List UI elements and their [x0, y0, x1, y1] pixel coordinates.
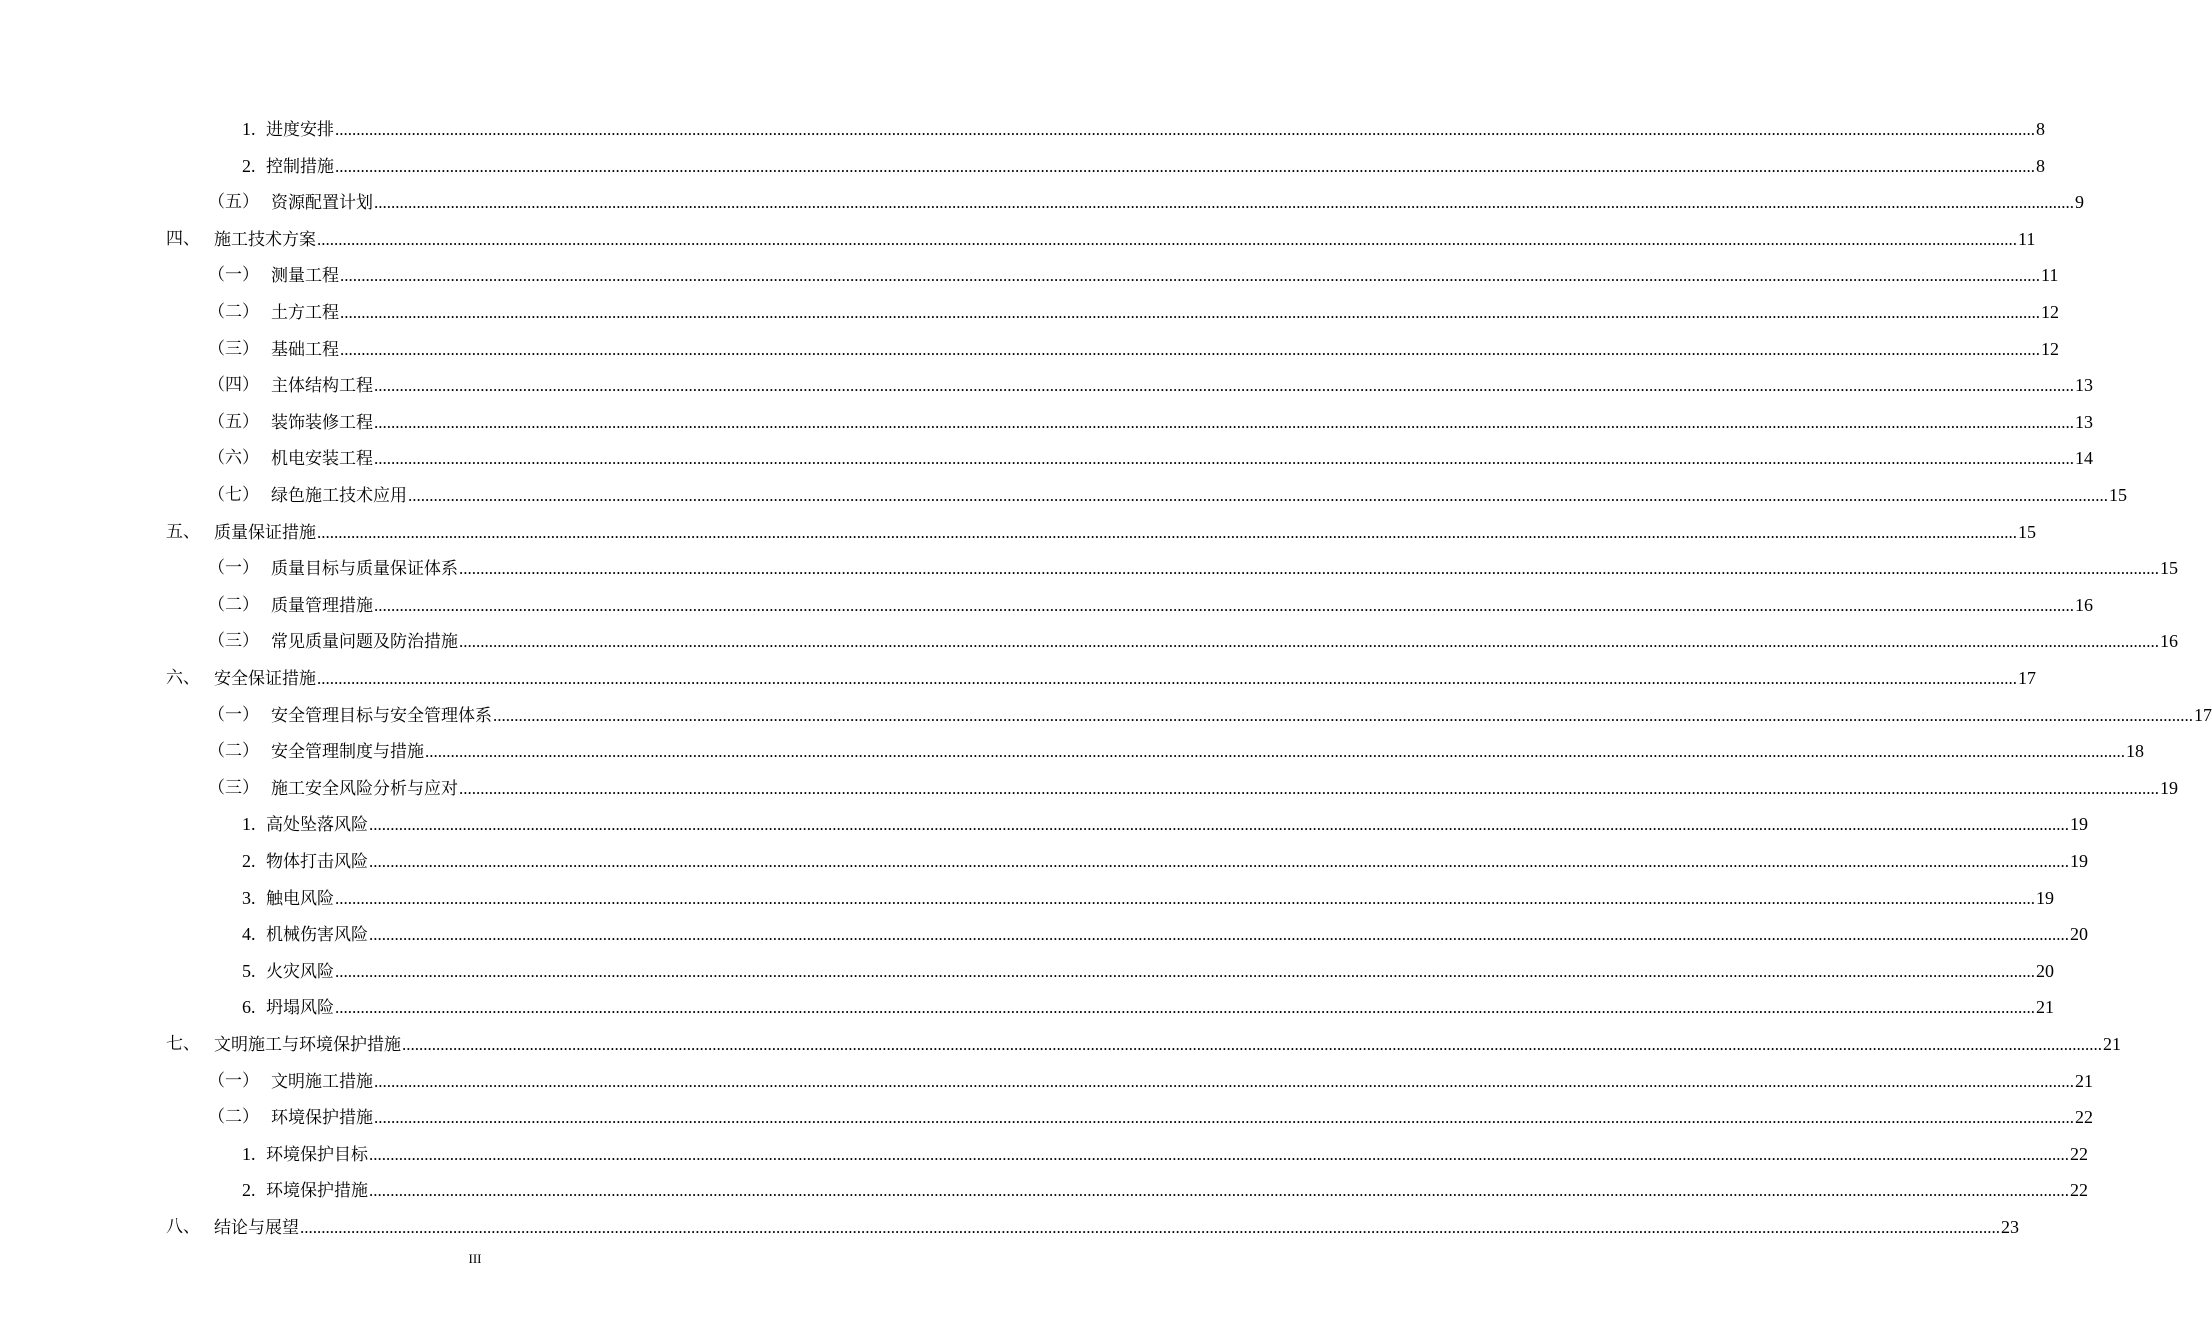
toc-entry-number: 5.	[242, 961, 256, 981]
toc-dot-leader: ................................................................................................................................................................................................................................................................................................................................................................................................................	[402, 1035, 2102, 1054]
toc-entry-page: 16	[2075, 595, 2093, 615]
toc-dot-leader: ................................................................................................................................................................................................................................................................................................................................................................................................................	[317, 523, 2017, 542]
toc-dot-leader: ................................................................................................................................................................................................................................................................................................................................................................................................................	[340, 266, 2040, 285]
toc-entry-page: 8	[2036, 156, 2045, 176]
toc-entry-title: 安全管理目标与安全管理体系	[271, 706, 492, 726]
toc-dot-leader: ................................................................................................................................................................................................................................................................................................................................................................................................................	[369, 1181, 2069, 1200]
toc-entry-title: 环境保护措施	[266, 1181, 368, 1201]
toc-entry-title: 绿色施工技术应用	[271, 486, 407, 506]
toc-entry-line	[266, 886, 2054, 911]
toc-entry-title: 质量目标与质量保证体系	[271, 559, 458, 579]
toc-entry-line	[271, 337, 2059, 362]
toc-dot-leader: ................................................................................................................................................................................................................................................................................................................................................................................................................	[459, 559, 2159, 578]
toc-dot-leader: ................................................................................................................................................................................................................................................................................................................................................................................................................	[335, 998, 2035, 1017]
toc-entry-line	[271, 446, 2093, 471]
toc-entry-page: 19	[2070, 814, 2088, 834]
toc-entry[interactable]	[0, 1032, 2121, 1056]
toc-entry[interactable]	[0, 300, 2059, 324]
toc-entry-number: 1.	[242, 1144, 256, 1164]
toc-entry[interactable]	[0, 190, 2084, 214]
toc-dot-leader: ................................................................................................................................................................................................................................................................................................................................................................................................................	[340, 303, 2040, 322]
toc-entry[interactable]	[0, 886, 2054, 910]
toc-dot-leader: ................................................................................................................................................................................................................................................................................................................................................................................................................	[493, 706, 2193, 725]
toc-entry[interactable]	[0, 117, 2045, 141]
toc-entry-title: 施工技术方案	[214, 230, 316, 250]
toc-entry-line	[266, 922, 2088, 947]
toc-entry-number: （三）	[208, 778, 259, 798]
toc-entry-number: （二）	[208, 302, 259, 322]
toc-entry-line	[271, 739, 2144, 764]
toc-dot-leader: ................................................................................................................................................................................................................................................................................................................................................................................................................	[340, 340, 2040, 359]
toc-entry-title: 土方工程	[271, 303, 339, 323]
toc-dot-leader: ................................................................................................................................................................................................................................................................................................................................................................................................................	[374, 376, 2074, 395]
toc-dot-leader: ................................................................................................................................................................................................................................................................................................................................................................................................................	[369, 852, 2069, 871]
toc-entry-page: 11	[2018, 229, 2036, 249]
toc-entry-number: 3.	[242, 888, 256, 908]
toc-entry-number: 1.	[242, 814, 256, 834]
toc-entry[interactable]	[0, 263, 2059, 287]
toc-entry-number: （七）	[208, 485, 259, 505]
toc-dot-leader: ................................................................................................................................................................................................................................................................................................................................................................................................................	[335, 120, 2035, 139]
toc-entry-title: 质量保证措施	[214, 523, 316, 543]
toc-entry-line	[266, 995, 2054, 1020]
toc-entry-page: 14	[2075, 448, 2093, 468]
toc-entry-number: （三）	[208, 339, 259, 359]
toc-entry-title: 坍塌风险	[266, 998, 334, 1018]
toc-dot-leader: ................................................................................................................................................................................................................................................................................................................................................................................................................	[335, 889, 2035, 908]
toc-entry-title: 安全管理制度与措施	[271, 742, 424, 762]
toc-entry-number: （一）	[208, 558, 259, 578]
toc-entry-page: 12	[2041, 302, 2059, 322]
toc-entry-title: 进度安排	[266, 120, 334, 140]
toc-entry-page: 9	[2075, 192, 2084, 212]
toc-entry-page: 18	[2126, 741, 2144, 761]
toc-entry[interactable]	[0, 446, 2093, 470]
toc-entry-page: 22	[2070, 1144, 2088, 1164]
toc-entry-line	[266, 959, 2054, 984]
toc-entry[interactable]	[0, 154, 2045, 178]
toc-entry-page: 21	[2075, 1071, 2093, 1091]
toc-entry-number: 2.	[242, 1180, 256, 1200]
toc-entry[interactable]	[0, 337, 2059, 361]
toc-entry-title: 环境保护措施	[271, 1108, 373, 1128]
toc-entry-number: （一）	[208, 265, 259, 285]
toc-entry-line	[271, 593, 2093, 618]
toc-entry[interactable]	[0, 995, 2054, 1019]
toc-entry-page: 12	[2041, 339, 2059, 359]
toc-entry[interactable]	[0, 227, 2036, 251]
toc-entry-page: 21	[2103, 1034, 2121, 1054]
toc-dot-leader: ................................................................................................................................................................................................................................................................................................................................................................................................................	[374, 1072, 2074, 1091]
toc-entry-line	[271, 410, 2093, 435]
toc-entry-number: （一）	[208, 1071, 259, 1091]
toc-dot-leader: ................................................................................................................................................................................................................................................................................................................................................................................................................	[335, 962, 2035, 981]
toc-dot-leader: ................................................................................................................................................................................................................................................................................................................................................................................................................	[374, 193, 2074, 212]
toc-entry-number: 五、	[166, 522, 200, 542]
toc-dot-leader: ................................................................................................................................................................................................................................................................................................................................................................................................................	[459, 632, 2159, 651]
toc-entry-number: （三）	[208, 631, 259, 651]
toc-entry-line	[271, 263, 2059, 288]
toc-entry-title: 资源配置计划	[271, 193, 373, 213]
toc-entry-number: 1.	[242, 119, 256, 139]
toc-entry[interactable]	[0, 1142, 2088, 1166]
toc-dot-leader: ................................................................................................................................................................................................................................................................................................................................................................................................................	[317, 669, 2017, 688]
toc-entry-line	[266, 1142, 2088, 1167]
toc-entry-title: 机电安装工程	[271, 449, 373, 469]
toc-dot-leader: ................................................................................................................................................................................................................................................................................................................................................................................................................	[374, 596, 2074, 615]
toc-entry-line	[266, 154, 2045, 179]
toc-entry-title: 高处坠落风险	[266, 815, 368, 835]
toc-dot-leader: ................................................................................................................................................................................................................................................................................................................................................................................................................	[369, 1145, 2069, 1164]
toc-entry-page: 22	[2070, 1180, 2088, 1200]
toc-entry-page: 16	[2160, 631, 2178, 651]
toc-entry[interactable]	[0, 1215, 2019, 1239]
toc-entry-title: 装饰装修工程	[271, 413, 373, 433]
toc-dot-leader: ................................................................................................................................................................................................................................................................................................................................................................................................................	[374, 1108, 2074, 1127]
toc-entry-title: 安全保证措施	[214, 669, 316, 689]
toc-entry-number: （一）	[208, 705, 259, 725]
toc-entry-line	[214, 1032, 2121, 1057]
toc-entry[interactable]	[0, 629, 2178, 653]
toc-entry-page: 21	[2036, 997, 2054, 1017]
toc-entry[interactable]	[0, 959, 2054, 983]
toc-entry-title: 物体打击风险	[266, 852, 368, 872]
toc-entry[interactable]	[0, 410, 2093, 434]
toc-entry-page: 22	[2075, 1107, 2093, 1127]
toc-entry-line	[271, 1069, 2093, 1094]
toc-entry[interactable]	[0, 776, 2178, 800]
toc-entry-title: 主体结构工程	[271, 376, 373, 396]
toc-entry-number: 2.	[242, 851, 256, 871]
toc-entry-page: 13	[2075, 375, 2093, 395]
toc-entry-number: （五）	[208, 192, 259, 212]
toc-entry-number: （二）	[208, 741, 259, 761]
toc-entry-title: 测量工程	[271, 266, 339, 286]
toc-dot-leader: ................................................................................................................................................................................................................................................................................................................................................................................................................	[300, 1218, 2000, 1237]
toc-entry-page: 15	[2109, 485, 2127, 505]
toc-dot-leader: ................................................................................................................................................................................................................................................................................................................................................................................................................	[374, 449, 2074, 468]
toc-entry[interactable]	[0, 849, 2088, 873]
toc-entry-line	[271, 776, 2178, 801]
toc-entry-title: 触电风险	[266, 889, 334, 909]
toc-entry-page: 15	[2018, 522, 2036, 542]
toc-dot-leader: ................................................................................................................................................................................................................................................................................................................................................................................................................	[369, 925, 2069, 944]
toc-entry-page: 19	[2070, 851, 2088, 871]
toc-entry-number: （六）	[208, 448, 259, 468]
toc-entry-page: 17	[2018, 668, 2036, 688]
toc-entry[interactable]	[0, 556, 2178, 580]
toc-entry-page: 17	[2194, 705, 2212, 725]
toc-entry-number: （二）	[208, 1107, 259, 1127]
toc-entry-line	[214, 520, 2036, 545]
toc-entry-number: （四）	[208, 375, 259, 395]
toc-entry-title: 文明施工与环境保护措施	[214, 1035, 401, 1055]
toc-entry[interactable]	[0, 373, 2093, 397]
toc-entry-title: 火灾风险	[266, 962, 334, 982]
toc-entry-number: 七、	[166, 1034, 200, 1054]
toc-entry[interactable]	[0, 483, 2127, 507]
toc-entry-line	[266, 812, 2088, 837]
toc-entry-title: 施工安全风险分析与应对	[271, 779, 458, 799]
toc-entry-line	[271, 373, 2093, 398]
toc-entry-line	[271, 629, 2178, 654]
toc-entry[interactable]	[0, 703, 2212, 727]
toc-entry-page: 13	[2075, 412, 2093, 432]
toc-entry-number: 八、	[166, 1217, 200, 1237]
toc-dot-leader: ................................................................................................................................................................................................................................................................................................................................................................................................................	[317, 230, 2017, 249]
toc-entry-line	[214, 1215, 2019, 1240]
toc-entry-page: 11	[2041, 265, 2059, 285]
toc-entry-page: 8	[2036, 119, 2045, 139]
toc-entry-title: 质量管理措施	[271, 596, 373, 616]
toc-entry-number: （二）	[208, 595, 259, 615]
toc-entry-title: 基础工程	[271, 340, 339, 360]
toc-dot-leader: ................................................................................................................................................................................................................................................................................................................................................................................................................	[369, 815, 2069, 834]
toc-entry-page: 19	[2036, 888, 2054, 908]
toc-entry-page: 23	[2001, 1217, 2019, 1237]
toc-entry-page: 20	[2036, 961, 2054, 981]
toc-entry-line	[266, 1178, 2088, 1203]
toc-dot-leader: ................................................................................................................................................................................................................................................................................................................................................................................................................	[335, 157, 2035, 176]
toc-entry[interactable]	[0, 666, 2036, 690]
toc-entry-number: 四、	[166, 229, 200, 249]
toc-entry-line	[271, 703, 2212, 728]
toc-entry-line	[271, 1105, 2093, 1130]
toc-entry-page: 20	[2070, 924, 2088, 944]
toc-entry-number: 6.	[242, 997, 256, 1017]
toc-entry-line	[266, 117, 2045, 142]
toc-entry-number: 六、	[166, 668, 200, 688]
toc-entry-line	[271, 483, 2127, 508]
toc-entry[interactable]	[0, 1178, 2088, 1202]
toc-entry-line	[271, 556, 2178, 581]
toc-entry-number: 4.	[242, 924, 256, 944]
toc-dot-leader: ................................................................................................................................................................................................................................................................................................................................................................................................................	[425, 742, 2125, 761]
toc-dot-leader: ................................................................................................................................................................................................................................................................................................................................................................................................................	[408, 486, 2108, 505]
toc-dot-leader: ................................................................................................................................................................................................................................................................................................................................................................................................................	[374, 413, 2074, 432]
toc-entry-line	[271, 300, 2059, 325]
toc-entry-title: 环境保护目标	[266, 1145, 368, 1165]
toc-entry[interactable]	[0, 520, 2036, 544]
toc-entry[interactable]	[0, 1069, 2093, 1093]
page-number-footer: III	[468, 1251, 482, 1266]
toc-entry-title: 文明施工措施	[271, 1072, 373, 1092]
toc-entry-line	[271, 190, 2084, 215]
toc-entry-number: 2.	[242, 156, 256, 176]
toc-dot-leader: ................................................................................................................................................................................................................................................................................................................................................................................................................	[459, 779, 2159, 798]
toc-entry-line	[214, 666, 2036, 691]
toc-entry-line	[266, 849, 2088, 874]
toc-entry[interactable]	[0, 1105, 2093, 1129]
toc-entry-page: 19	[2160, 778, 2178, 798]
toc-entry-title: 结论与展望	[214, 1218, 299, 1238]
toc-entry-title: 控制措施	[266, 157, 334, 177]
toc-entry-number: （五）	[208, 412, 259, 432]
toc-entry[interactable]	[0, 812, 2088, 836]
toc-entry[interactable]	[0, 922, 2088, 946]
toc-entry-title: 机械伤害风险	[266, 925, 368, 945]
toc-entry[interactable]	[0, 593, 2093, 617]
toc-entry-page: 15	[2160, 558, 2178, 578]
toc-entry-title: 常见质量问题及防治措施	[271, 632, 458, 652]
toc-entry-line	[214, 227, 2036, 252]
toc-entry[interactable]	[0, 739, 2144, 763]
